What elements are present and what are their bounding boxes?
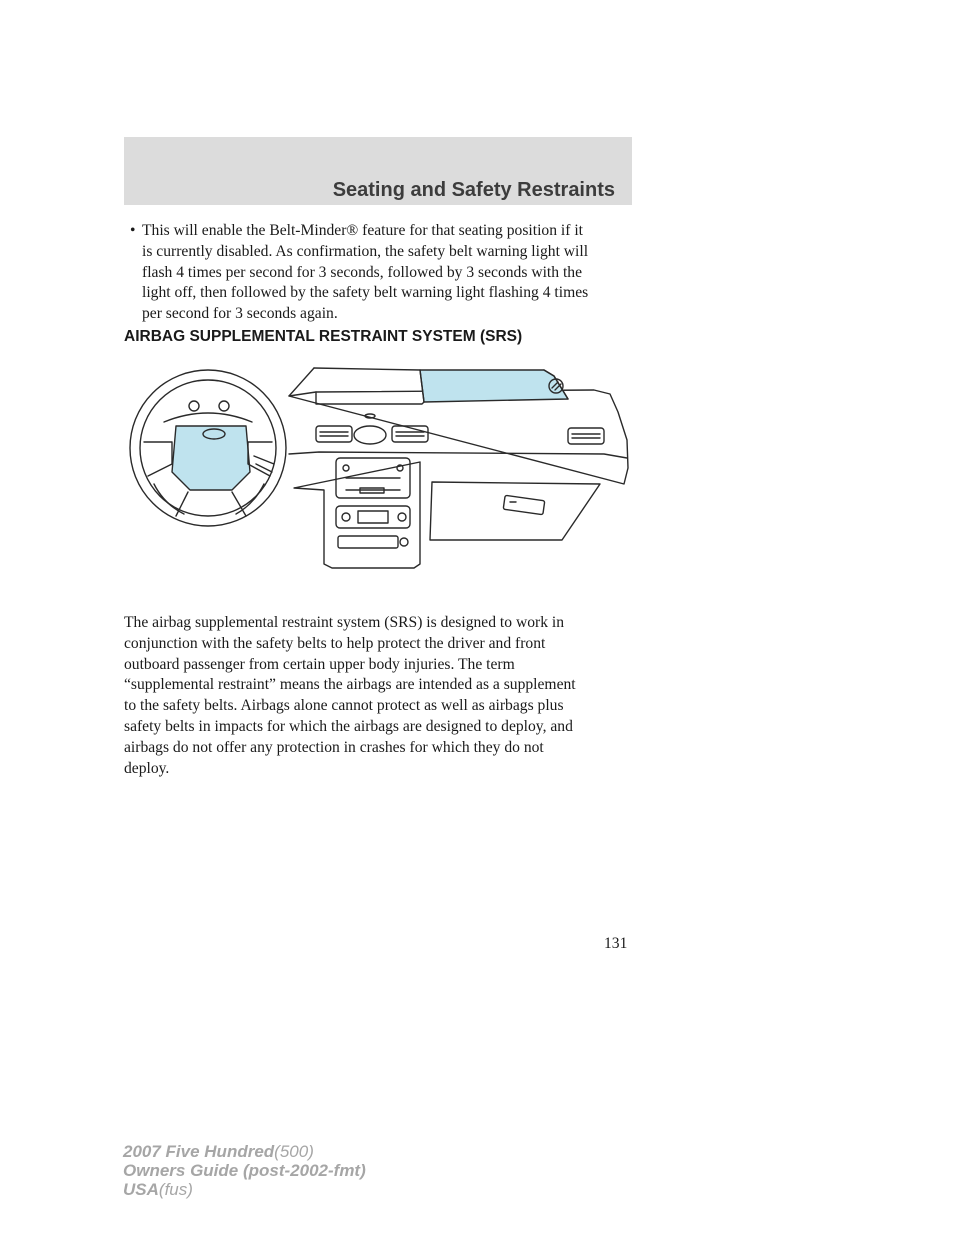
footer-model-code: (500) bbox=[274, 1142, 314, 1161]
srs-description-paragraph bbox=[124, 613, 644, 779]
bullet-marker: • bbox=[130, 222, 136, 239]
passenger-airbag-highlight bbox=[420, 370, 568, 402]
document-footer bbox=[123, 1142, 366, 1199]
dashboard-drawing bbox=[124, 364, 634, 582]
paragraph-line: The airbag supplemental restraint system (SRS) is designed to work in bbox=[124, 614, 565, 631]
bullet-line: flash 4 times per second for 3 seconds, followed by 3 seconds with the bbox=[142, 263, 582, 281]
paragraph-line: to the safety belts. Airbags alone cannot protect as well as airbags plus bbox=[124, 697, 564, 715]
footer-market-name: USA bbox=[123, 1180, 159, 1199]
footer-market-code: (fus) bbox=[158, 1180, 193, 1199]
paragraph-line: outboard passenger from certain upper body injuries. The term bbox=[124, 655, 515, 673]
section-heading: AIRBAG SUPPLEMENTAL RESTRAINT SYSTEM (SRS) bbox=[124, 328, 523, 345]
paragraph-line: deploy. bbox=[124, 759, 170, 777]
paragraph-line: safety belts in impacts for which the airbags are designed to deploy, and bbox=[124, 717, 573, 735]
footer-line-model bbox=[123, 1142, 366, 1161]
paragraph-line: airbags do not offer any protection in crashes for which they do not bbox=[124, 738, 544, 756]
section-header-band bbox=[124, 137, 632, 205]
page-number: 131 bbox=[604, 935, 628, 952]
bullet-line: is currently disabled. As confirmation, the safety belt warning light will bbox=[142, 242, 589, 260]
driver-airbag-highlight bbox=[172, 426, 250, 490]
bullet-line: per second for 3 seconds again. bbox=[142, 305, 338, 323]
bullet-line: light off, then followed by the safety belt warning light flashing 4 times bbox=[142, 284, 589, 302]
footer-model-name: 2007 Five Hundred bbox=[123, 1142, 275, 1161]
footer-line-market bbox=[123, 1180, 366, 1199]
dashboard-airbag-illustration bbox=[124, 364, 634, 582]
paragraph-line: conjunction with the safety belts to help protect the driver and front bbox=[124, 634, 546, 652]
bullet-text bbox=[142, 221, 636, 325]
section-title: Seating and Safety Restraints bbox=[332, 179, 615, 201]
paragraph-line: “supplemental restraint” means the airbags are intended as a supplement bbox=[124, 676, 576, 694]
footer-line-guide: Owners Guide (post-2002-fmt) bbox=[123, 1161, 366, 1180]
bullet-line: This will enable the Belt-Minder® feature for that seating position if it bbox=[142, 222, 583, 239]
